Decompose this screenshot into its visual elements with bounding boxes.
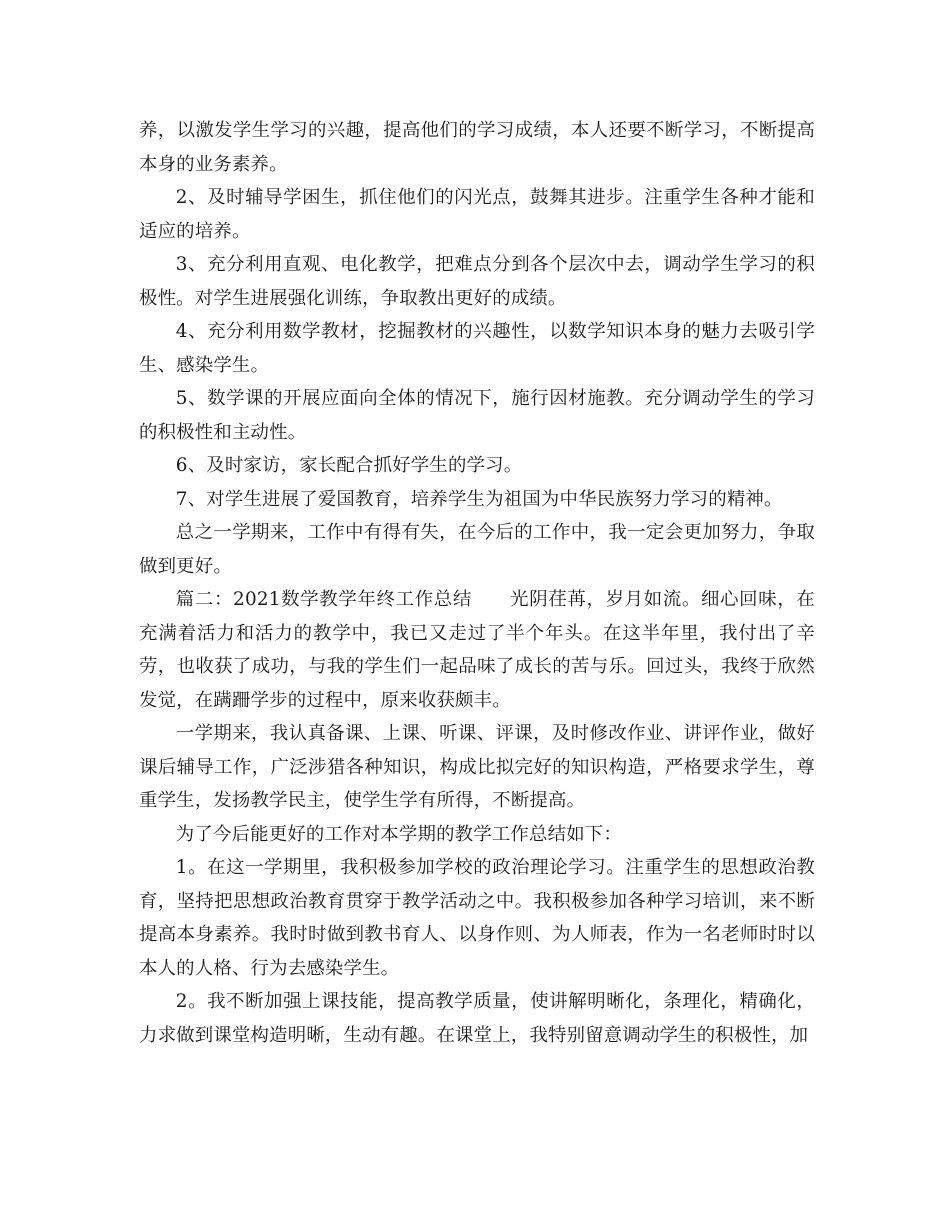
paragraph-5: 5、数学课的开展应面向全体的情况下，施行因材施教。充分调动学生的学习的积极性和主动性。	[139, 388, 815, 443]
paragraph-1: 养，以激发学生学习的兴趣，提高他们的学习成绩，本人还要不断学习，不断提高本身的业务素养。	[139, 120, 815, 175]
paragraph-7: 7、对学生进展了爱国教育，培养学生为祖国为中华民族努力学习的精神。	[175, 488, 783, 510]
document-body	[139, 114, 815, 1052]
paragraph-3: 3、充分利用直观、电化教学，把难点分到各个层次中去，调动学生学习的积极性。对学生进展强化训练，争取教出更好的成绩。	[139, 254, 815, 309]
paragraph-10: 一学期来，我认真备课、上课、听课、评课，及时修改作业、讲评作业，做好课后辅导工作，广泛涉猎各种知识，构成比拟完好的知识构造，严格要求学生，尊重学生，发扬教学民主，使学生学有所得，不断提高。	[139, 723, 815, 811]
paragraph-2: 2、及时辅导学困生，抓住他们的闪光点，鼓舞其进步。注重学生各种才能和适应的培养。	[139, 187, 815, 242]
paragraph-6: 6、及时家访，家长配合抓好学生的学习。	[175, 455, 523, 476]
paragraph-12: 1。在这一学期里，我积极参加学校的政治理论学习。注重学生的思想政治教育，坚持把思想政治教育贯穿于教学活动之中。我积极参加各种学习培训，来不断提高本身素养。我时时做到教书育人、以身作则、为人师表，作为一名老师时时以本人的人格、行为去感染学生。	[139, 857, 815, 979]
paragraph-13: 2。我不断加强上课技能，提高教学质量，使讲解明晰化，条理化，精确化，力求做到课堂构造明晰，生动有趣。在课堂上，我特别留意调动学生的积极性，加	[139, 991, 815, 1046]
paragraph-4: 4、充分利用数学教材，挖掘教材的兴趣性，以数学知识本身的魅力去吸引学生、感染学生。	[139, 321, 815, 376]
paragraph-11: 为了今后能更好的工作对本学期的教学工作总结如下：	[175, 823, 622, 845]
paragraph-8: 总之一学期来，工作中有得有失，在今后的工作中，我一定会更加努力，争取做到更好。	[139, 522, 815, 577]
paragraph-9: 篇二：2021数学教学年终工作总结 光阴荏苒，岁月如流。细心回味，在充满着活力和活力的教学中，我已又走过了半个年头。在这半年里，我付出了辛劳，也收获了成功，与我的学生们一起品味了成长的苦与乐。回过头，我终于欣然发觉，在蹒跚学步的过程中，原来收获颇丰。	[139, 589, 815, 711]
